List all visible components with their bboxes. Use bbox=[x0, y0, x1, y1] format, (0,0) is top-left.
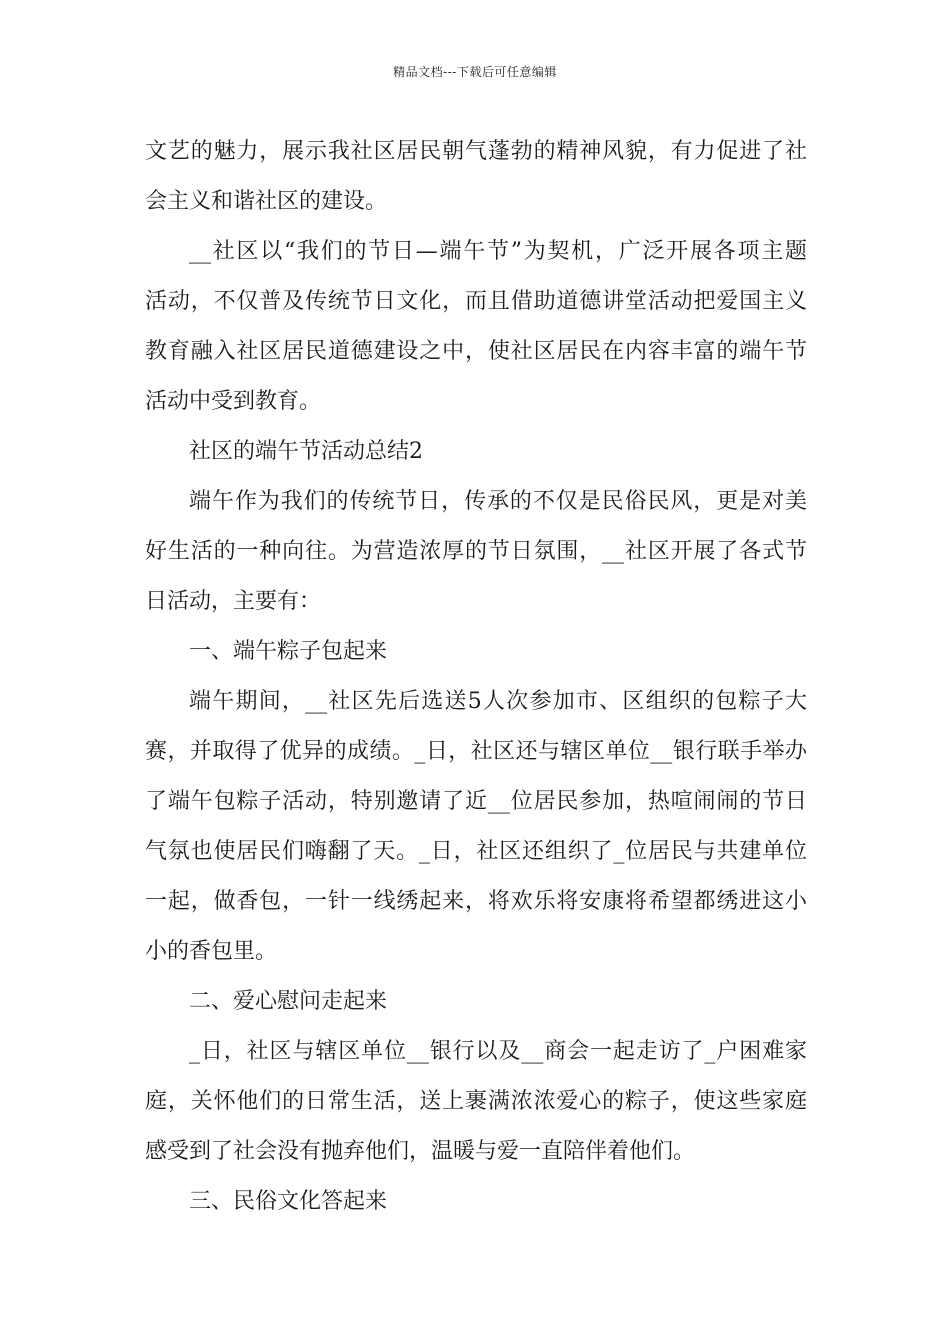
text-line: 感受到了社会没有抛弃他们，温暖与爱一直陪伴着他们。 bbox=[145, 1139, 696, 1164]
page-header-note: 精品文档---下载后可任意编辑 bbox=[393, 65, 557, 79]
section-heading: 二、爱心慰问走起来 bbox=[189, 989, 388, 1014]
document-body bbox=[145, 127, 807, 1227]
text-line: 教育融入社区居民道德建设之中，使社区居民在内容丰富的端午节 bbox=[145, 339, 807, 364]
section-heading: 一、端午粽子包起来 bbox=[189, 639, 388, 664]
text-line: 庭，关怀他们的日常生活，送上裹满浓浓爱心的粽子，使这些家庭 bbox=[145, 1089, 807, 1114]
text-line: 文艺的魅力，展示我社区居民朝气蓬勃的精神风貌，有力促进了社 bbox=[145, 139, 807, 164]
text-line: 好生活的一种向往。为营造浓厚的节日氛围，__社区开展了各式节 bbox=[145, 539, 807, 564]
text-line: 了端午包粽子活动，特别邀请了近__位居民参加，热喧闹闹的节日 bbox=[145, 789, 807, 814]
text-line: 端午作为我们的传统节日，传承的不仅是民俗民风，更是对美 bbox=[189, 489, 807, 514]
section-heading: 三、民俗文化答起来 bbox=[189, 1189, 388, 1214]
text-line: 活动中受到教育。 bbox=[145, 389, 322, 414]
text-line: 会主义和谐社区的建设。 bbox=[145, 189, 388, 214]
text-line: 一起，做香包，一针一线绣起来，将欢乐将安康将希望都绣进这小 bbox=[145, 889, 807, 914]
text-line: 日活动，主要有： bbox=[145, 589, 322, 614]
text-line: _日，社区与辖区单位__银行以及__商会一起走访了_户困难家 bbox=[189, 1039, 807, 1064]
text-line: 赛，并取得了优异的成绩。_日，社区还与辖区单位__银行联手举办 bbox=[145, 739, 807, 764]
section-title: 社区的端午节活动总结2 bbox=[189, 439, 423, 464]
text-line: __社区以“我们的节日—端午节”为契机，广泛开展各项主题 bbox=[189, 239, 807, 264]
text-line: 气氛也使居民们嗨翻了天。_日，社区还组织了_位居民与共建单位 bbox=[145, 839, 807, 864]
text-line: 活动，不仅普及传统节日文化，而且借助道德讲堂活动把爱国主义 bbox=[145, 289, 807, 314]
text-line: 小的香包里。 bbox=[145, 939, 278, 964]
text-line: 端午期间，__社区先后选送5人次参加市、区组织的包粽子大 bbox=[189, 689, 807, 714]
